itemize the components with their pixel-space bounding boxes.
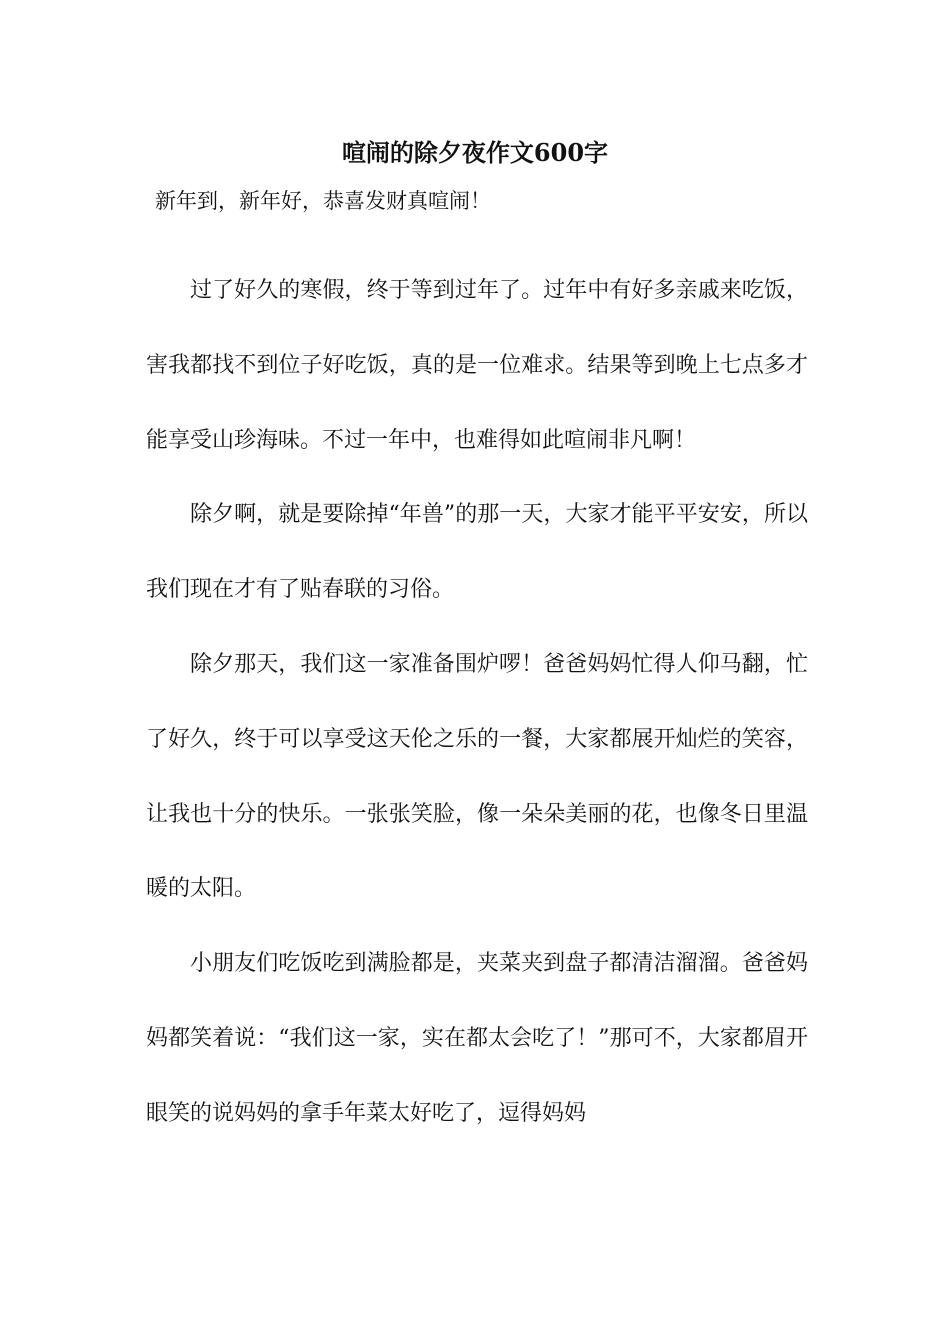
paragraph: 过了好久的寒假，终于等到过年了。过年中有好多亲戚来吃饭，害我都找不到位子好吃饭，真的是一位难求。结果等到晚上七点多才能享受山珍海味。不过一年中，也难得如此喧闹非凡啊！ bbox=[146, 278, 808, 453]
paragraph: 除夕啊，就是要除掉“年兽”的那一天，大家才能平平安安，所以我们现在才有了贴春联的习俗。 bbox=[146, 502, 808, 603]
essay-body bbox=[146, 254, 808, 1152]
intro-line: 新年到，新年好，恭喜发财真喧闹！ bbox=[155, 189, 491, 213]
paragraph: 小朋友们吃饭吃到满脸都是，夹菜夹到盘子都清洁溜溜。爸爸妈妈都笑着说：“我们这一家，实在都太会吃了！”那可不，大家都眉开眼笑的说妈妈的拿手年菜太好吃了，逗得妈妈 bbox=[146, 951, 808, 1126]
paragraph: 除夕那天，我们这一家准备围炉啰！爸爸妈妈忙得人仰马翻，忙了好久，终于可以享受这天伦之乐的一餐，大家都展开灿烂的笑容，让我也十分的快乐。一张张笑脸，像一朵朵美丽的花，也像冬日里温暖的太阳。 bbox=[146, 651, 808, 902]
document-title: 喧闹的除夕夜作文600字 bbox=[341, 138, 609, 167]
